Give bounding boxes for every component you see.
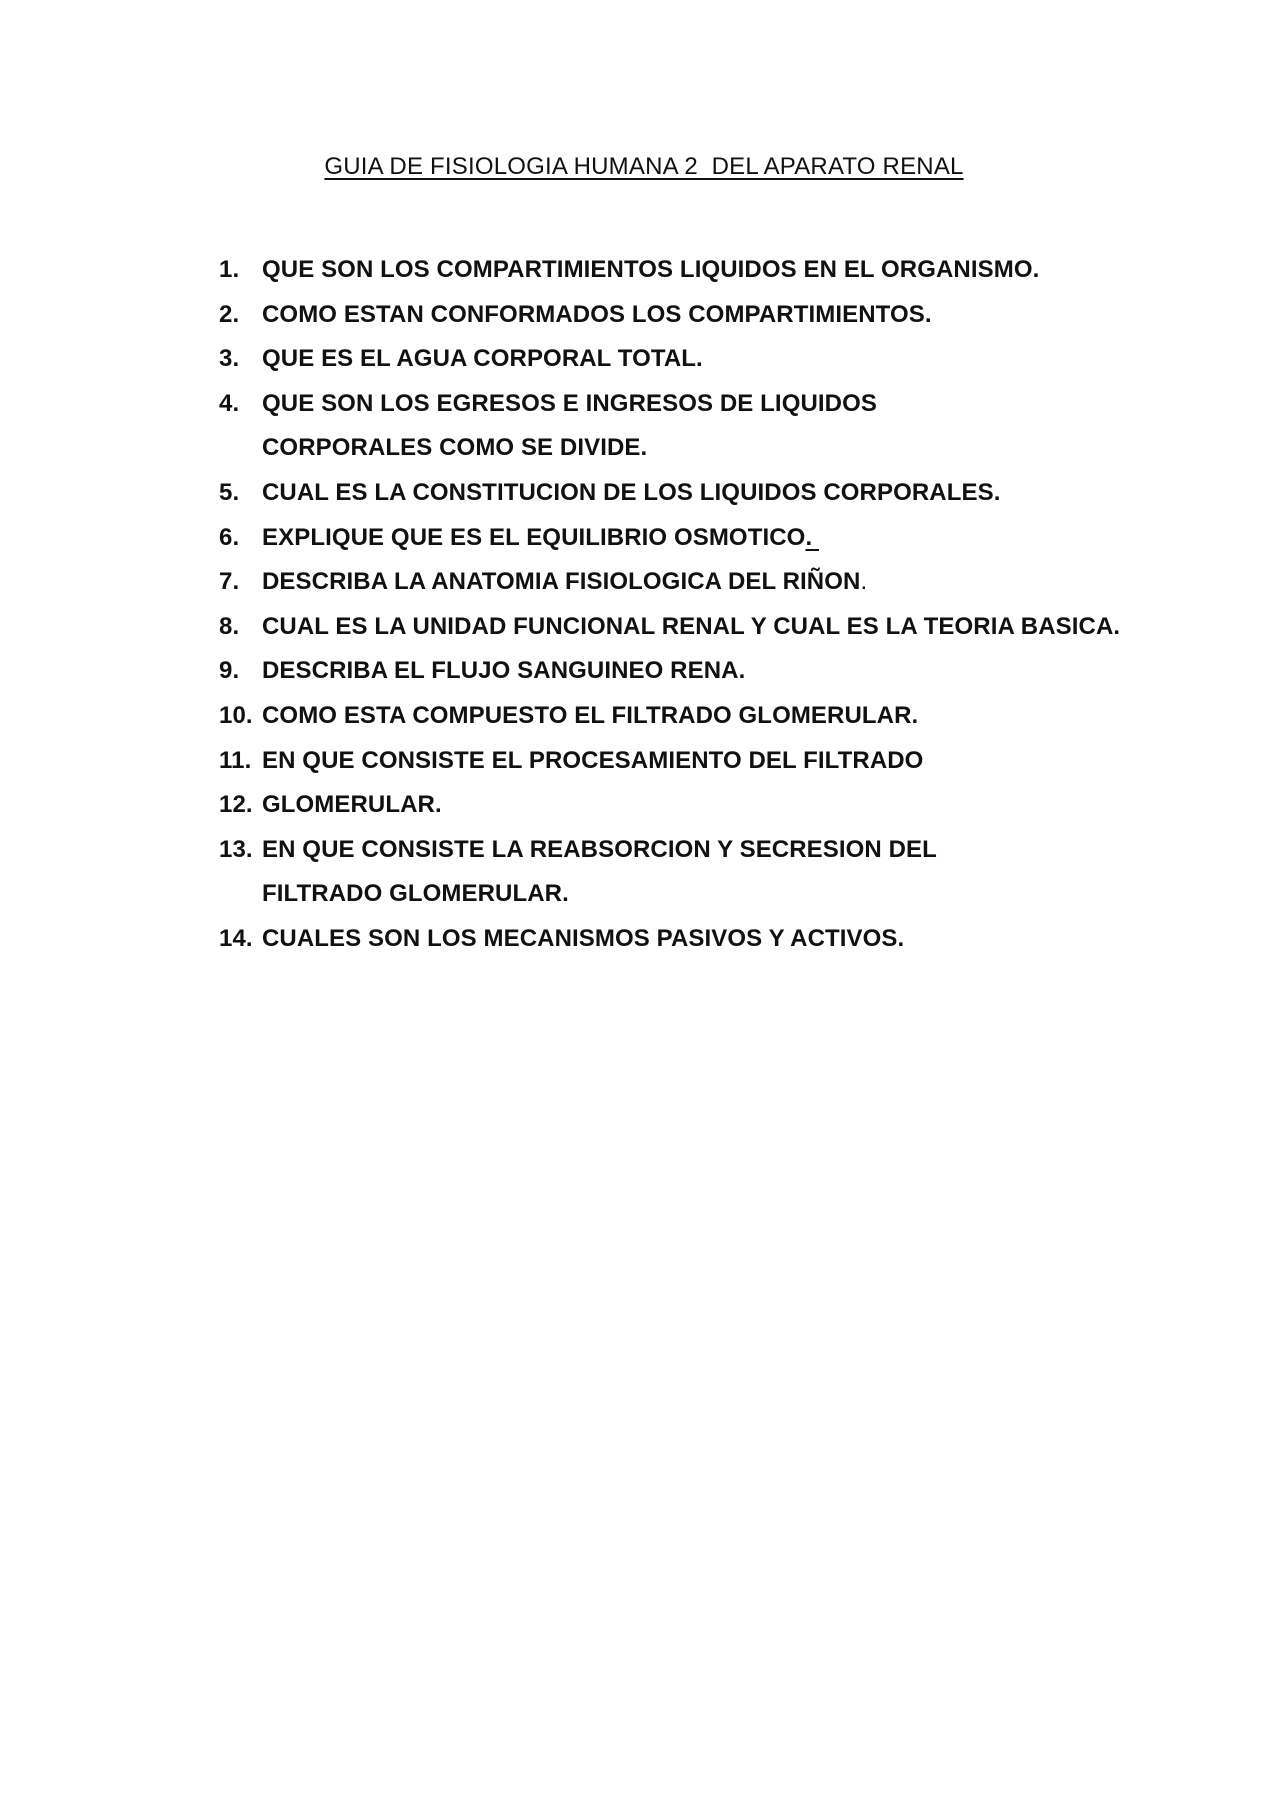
list-item [219, 649, 1169, 694]
question-text: EXPLIQUE QUE ES EL EQUILIBRIO OSMOTICO [262, 523, 806, 551]
question-text: QUE SON LOS EGRESOS E INGRESOS DE LIQUIDOS CORPORALES COMO SE DIVIDE. [262, 389, 877, 462]
question-number: 5. [219, 478, 240, 506]
list-item [219, 382, 1169, 471]
list-item [219, 248, 1169, 293]
question-text: DESCRIBA LA ANATOMIA FISIOLOGICA DEL RIÑON [262, 568, 861, 596]
question-text-trailing-punctuation: . [860, 568, 868, 596]
list-item [219, 560, 1169, 605]
list-item [219, 828, 1169, 917]
question-text-trailing-punctuation: . [805, 523, 819, 551]
question-number: 8. [219, 612, 240, 640]
question-number: 2. [219, 300, 240, 328]
question-number: 4. [219, 389, 240, 417]
question-number: 12. [219, 791, 253, 819]
question-number: 7. [219, 568, 240, 596]
question-number: 13. [219, 835, 253, 863]
question-number: 1. [219, 256, 240, 283]
question-number: 10. [219, 701, 253, 729]
list-item [219, 337, 1169, 382]
question-text: GLOMERULAR. [262, 791, 442, 819]
list-item [219, 605, 1169, 650]
list-item [219, 739, 1169, 784]
question-text: COMO ESTAN CONFORMADOS LOS COMPARTIMIENTOS. [262, 300, 932, 328]
question-number: 14. [219, 924, 253, 952]
question-number: 11. [219, 746, 252, 774]
question-text: CUAL ES LA UNIDAD FUNCIONAL RENAL Y CUAL ES LA TEORIA BASICA. [262, 612, 1121, 640]
question-text-wrapper [262, 560, 1169, 605]
question-text: QUE SON LOS COMPARTIMIENTOS LIQUIDOS EN EL ORGANISMO. [262, 256, 1040, 283]
page-title-text: GUIA DE FISIOLOGIA HUMANA 2 DEL APARATO RENAL [324, 153, 964, 180]
question-text: CUAL ES LA CONSTITUCION DE LOS LIQUIDOS CORPORALES. [262, 478, 1001, 506]
list-item [219, 694, 1169, 739]
question-text-wrapper [262, 516, 1169, 561]
question-text: QUE ES EL AGUA CORPORAL TOTAL. [262, 345, 703, 373]
question-text: DESCRIBA EL FLUJO SANGUINEO RENA. [262, 657, 746, 685]
question-number: 6. [219, 523, 240, 551]
list-item [219, 783, 1169, 828]
list-item [219, 917, 1169, 962]
question-number: 9. [219, 657, 240, 685]
question-text: EN QUE CONSISTE EL PROCESAMIENTO DEL FILTRADO [262, 746, 924, 774]
question-text: COMO ESTA COMPUESTO EL FILTRADO GLOMERULAR. [262, 701, 919, 729]
list-item [219, 293, 1169, 338]
question-text: EN QUE CONSISTE LA REABSORCION Y SECRESION DEL FILTRADO GLOMERULAR. [262, 835, 937, 908]
list-item [219, 516, 1169, 561]
page-title [0, 152, 1280, 182]
question-list [219, 248, 1169, 962]
question-text: CUALES SON LOS MECANISMOS PASIVOS Y ACTIVOS. [262, 924, 905, 952]
list-item [219, 471, 1169, 516]
question-number: 3. [219, 345, 240, 373]
